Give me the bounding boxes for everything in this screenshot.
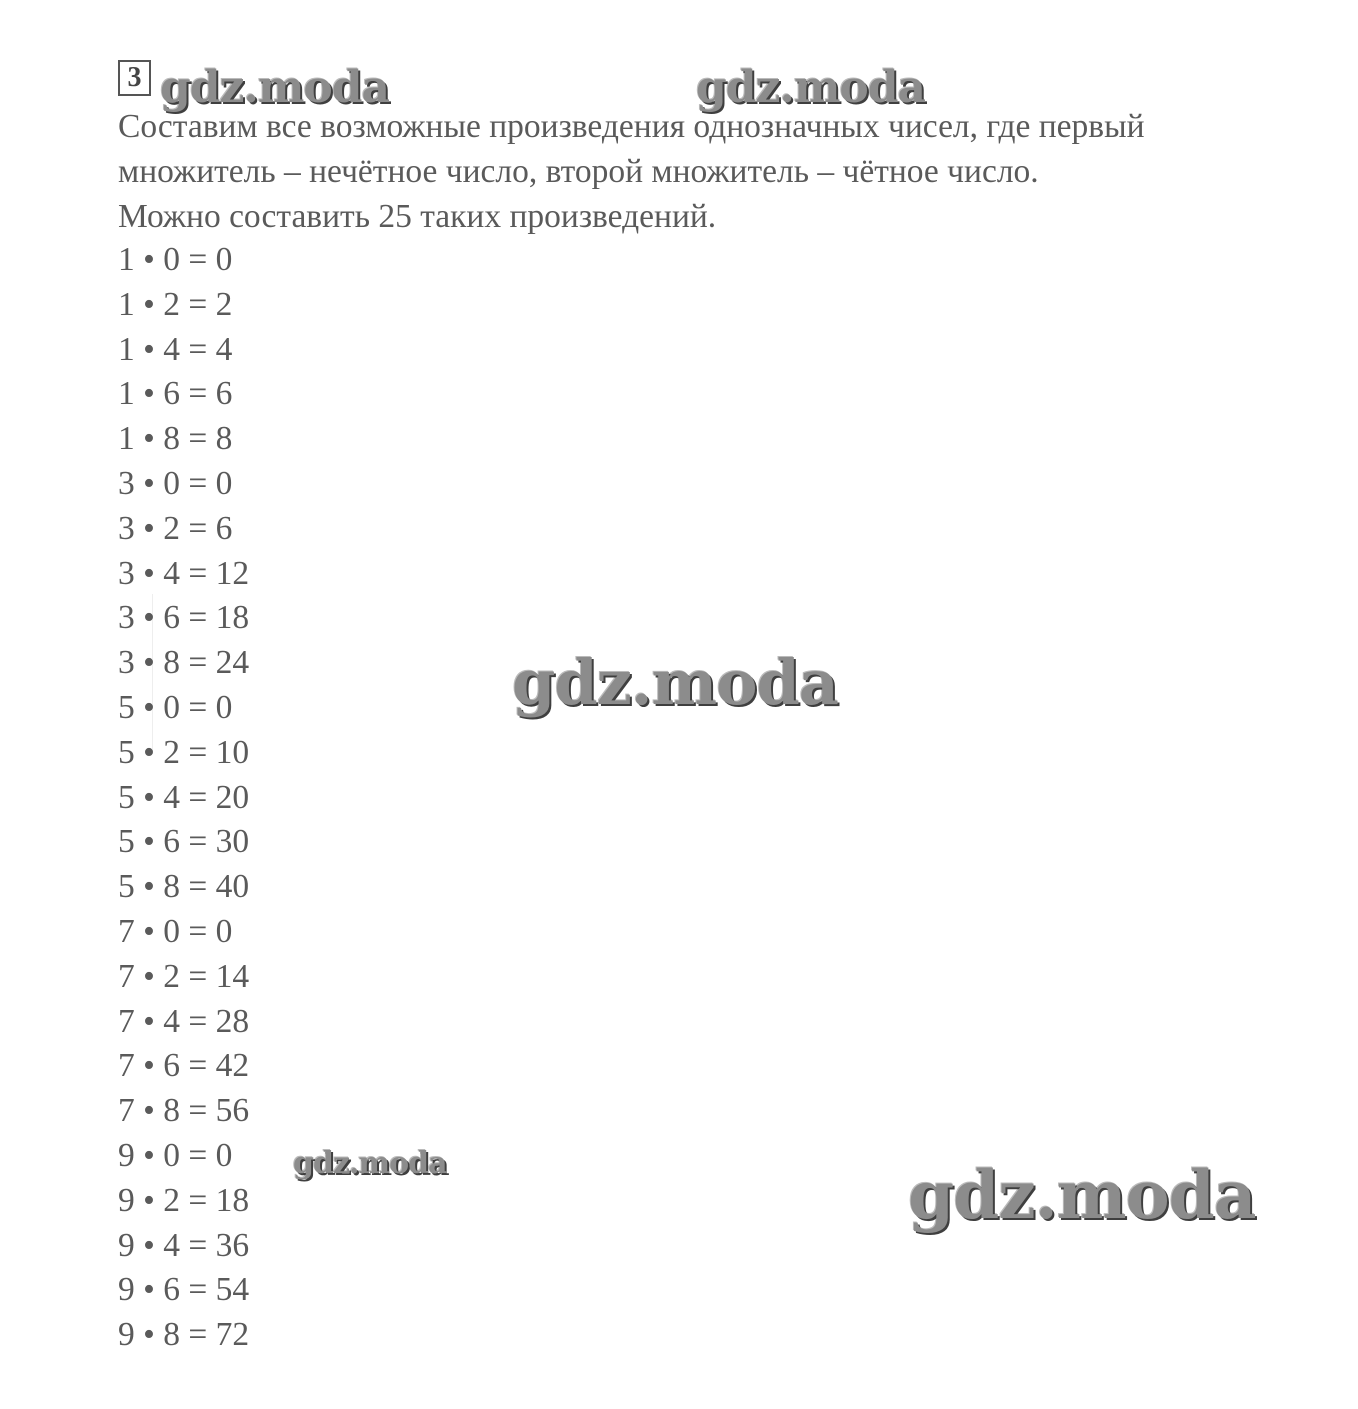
product-line: 5 • 4 = 20 [118,778,250,816]
watermark: gdz.moda [696,62,926,113]
product-line: 5 • 0 = 0 [118,688,233,726]
intro-line-2: множитель – нечётное число, второй множитель – чётное число. [118,152,1039,190]
product-line: 5 • 6 = 30 [118,823,250,861]
product-line: 3 • 6 = 18 [118,599,250,637]
product-line: 5 • 2 = 10 [118,733,250,771]
intro-text [118,105,1348,239]
product-line: 3 • 2 = 6 [118,509,233,547]
product-line: 1 • 8 = 8 [118,420,233,458]
intro-line-3: Можно составить 25 таких произведений. [118,197,717,235]
task-number-box: 3 [118,60,151,96]
product-line: 9 • 0 = 0 [118,1136,233,1174]
product-line: 7 • 8 = 56 [118,1092,250,1130]
product-line: 7 • 6 = 42 [118,1047,250,1085]
product-line: 1 • 4 = 4 [118,330,233,368]
product-line: 1 • 6 = 6 [118,375,233,413]
intro-line-1: Составим все возможные произведения однозначных чисел, где первый [118,108,1145,145]
products-list [118,238,249,1358]
product-line: 9 • 2 = 18 [118,1181,250,1219]
product-line: 7 • 4 = 28 [118,1002,250,1040]
watermark: gdz.moda [293,1146,447,1181]
product-line: 1 • 0 = 0 [118,241,233,278]
product-line: 3 • 8 = 24 [118,644,250,682]
watermark: gdz.moda [512,646,838,719]
product-line: 9 • 8 = 72 [118,1316,250,1354]
watermark: gdz.moda [908,1156,1256,1234]
product-line: 3 • 0 = 0 [118,464,233,502]
product-line: 7 • 2 = 14 [118,957,250,995]
product-line: 3 • 4 = 12 [118,554,250,592]
product-line: 5 • 8 = 40 [118,868,250,906]
product-line: 1 • 2 = 2 [118,285,233,323]
product-line: 7 • 0 = 0 [118,912,233,950]
watermark: gdz.moda [160,62,390,113]
product-line: 9 • 4 = 36 [118,1226,250,1264]
product-line: 9 • 6 = 54 [118,1271,250,1309]
